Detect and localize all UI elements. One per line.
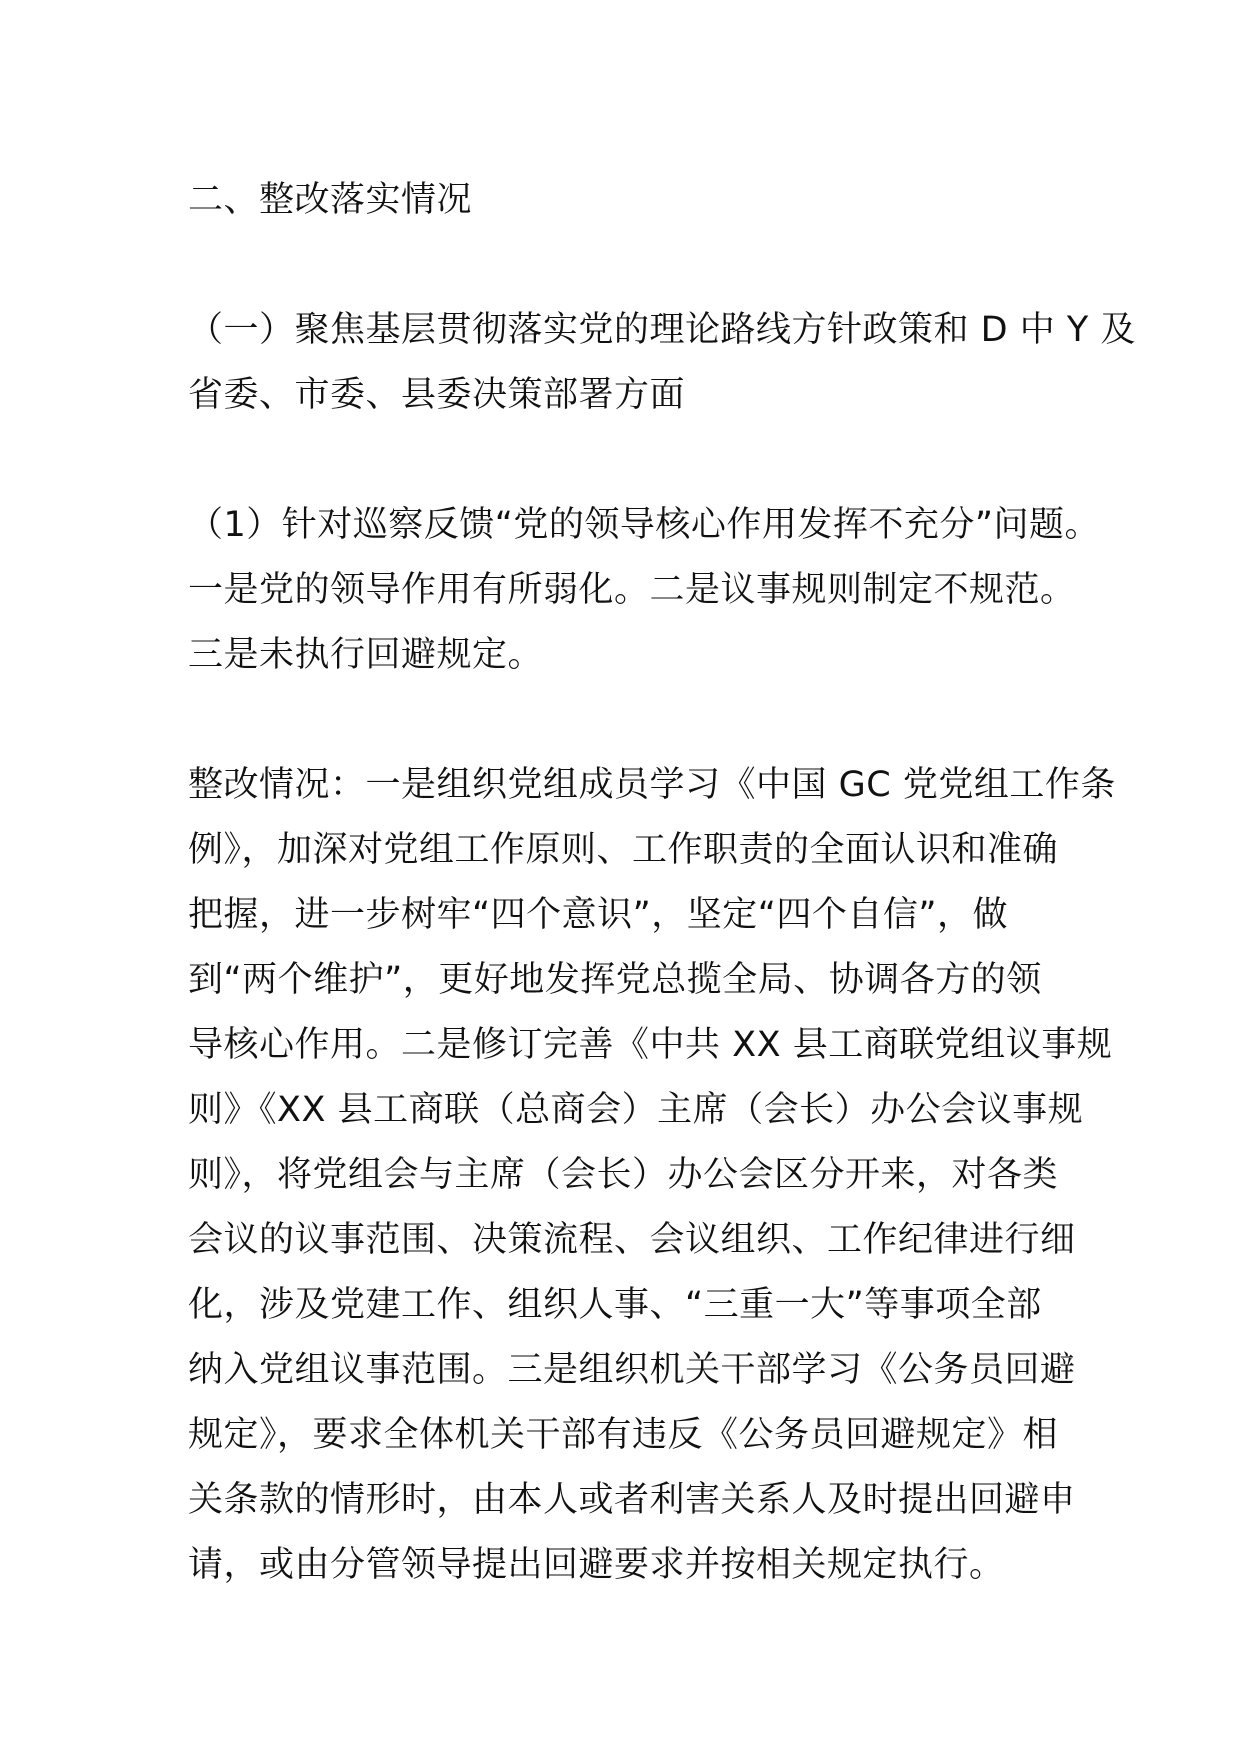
rectification-line: 则》《XX 县工商联（总商会）主席（会长）办公会议事规 [188, 1090, 1084, 1130]
issue-paragraph [188, 493, 1101, 688]
rectification-line: 纳入党组议事范围。三是组织机关干部学习《公务员回避 [188, 1350, 1076, 1390]
rectification-line: 导核心作用。二是修订完善《中共 XX 县工商联党组议事规 [188, 1025, 1113, 1065]
rectification-paragraph [188, 753, 1116, 1598]
subsection-heading [188, 298, 1136, 428]
subsection-line: 省委、市委、县委决策部署方面 [188, 375, 686, 415]
rectification-line: 化，涉及党建工作、组织人事、“三重一大”等事项全部 [188, 1285, 1042, 1325]
rectification-line: 把握，进一步树牢“四个意识”，坚定“四个自信”，做 [188, 895, 1009, 935]
rectification-line: 例》，加深对党组工作原则、工作职责的全面认识和准确 [188, 830, 1059, 870]
rectification-line: 请，或由分管领导提出回避要求并按相关规定执行。 [188, 1545, 1005, 1585]
rectification-line: 会议的议事范围、决策流程、会议组织、工作纪律进行细 [188, 1220, 1076, 1260]
subsection-line: （一）聚焦基层贯彻落实党的理论路线方针政策和 D 中 Y 及 [188, 310, 1136, 350]
rectification-line: 则》，将党组会与主席（会长）办公会区分开来，对各类 [188, 1155, 1059, 1195]
issue-line: （1）针对巡察反馈“党的领导核心作用发挥不充分”问题。 [188, 505, 1101, 545]
rectification-line: 整改情况：一是组织党组成员学习《中国 GC 党党组工作条 [188, 765, 1116, 805]
section-heading: 二、整改落实情况 [188, 180, 473, 220]
rectification-line: 到“两个维护”，更好地发挥党总揽全局、协调各方的领 [188, 960, 1042, 1000]
issue-line: 一是党的领导作用有所弱化。二是议事规则制定不规范。 [188, 570, 1076, 610]
document-body [188, 168, 1136, 1663]
rectification-line: 规定》，要求全体机关干部有违反《公务员回避规定》相 [188, 1415, 1059, 1455]
rectification-line: 关条款的情形时，由本人或者利害关系人及时提出回避申 [188, 1480, 1076, 1520]
issue-line: 三是未执行回避规定。 [188, 635, 544, 675]
